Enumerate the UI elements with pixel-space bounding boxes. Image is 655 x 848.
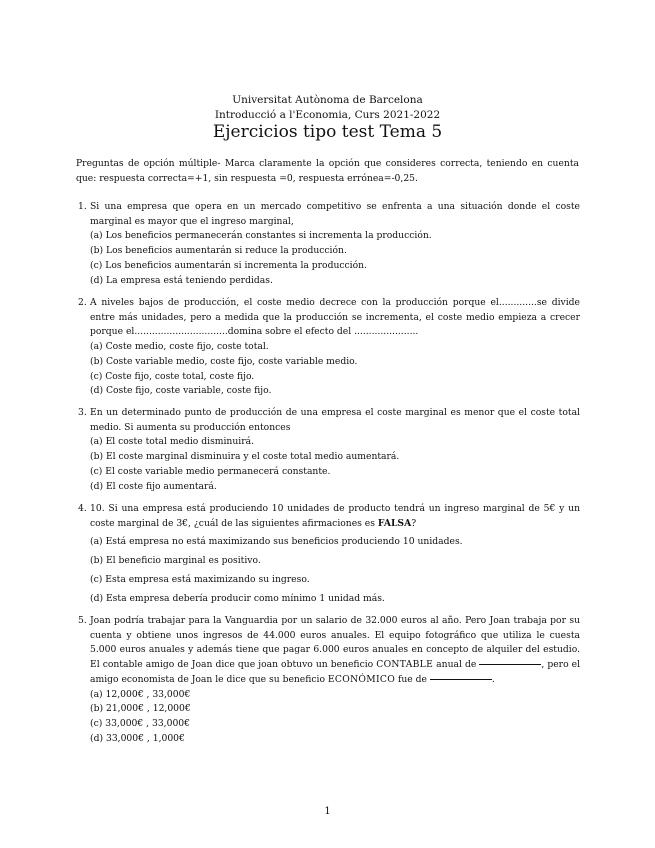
option-c: (c) El coste variable medio permanecerá constante. (90, 465, 331, 477)
option-a: (a) Está empresa no está maximizando sus beneficios produciendo 10 unidades. (90, 536, 463, 548)
question-3 (78, 406, 580, 494)
label-fue-de: fue de (397, 673, 427, 685)
question-4 (78, 502, 580, 606)
blank-line (430, 679, 492, 680)
sentence-end: . (491, 673, 495, 685)
question-number: 4. (78, 503, 87, 514)
option-a: (a) Coste medio, coste fijo, coste total. (90, 341, 269, 353)
blank-line (479, 664, 541, 665)
option-a: (a) 12,000€ , 33,000€ (90, 688, 191, 700)
option-c: (c) Coste fijo, coste total, coste fijo. (90, 370, 255, 382)
question-5 (78, 614, 581, 746)
option-d: (d) 33,000€ , 1,000€ (90, 732, 185, 744)
label-anual-de: anual de (436, 659, 477, 671)
option-b: (b) 21,000€ , 12,000€ (90, 703, 191, 715)
question-text (90, 614, 580, 688)
course-name: Introducció a l'Economia, Curs 2021-2022 (214, 109, 441, 121)
option-b: (b) Coste variable medio, coste fijo, coste variable medio. (90, 355, 358, 367)
word-contable: CONTABLE (376, 659, 434, 671)
option-a: (a) El coste total medio disminuirá. (90, 436, 254, 448)
question-1 (78, 200, 580, 288)
question-text (90, 502, 580, 531)
question-text: En un determinado punto de producción de una empresa el coste marginal es menor que el coste total medio. Si aumenta su producción entonces (90, 407, 580, 433)
instructions: Preguntas de opción múltiple- Marca claramente la opción que consideres correcta, teniendo en cuenta que: respuesta correcta=+1, sin respuesta =0, respuesta errónea=-0,25. (76, 158, 579, 184)
question-text: Si una empresa que opera en un mercado competitivo se enfrenta a una situación donde el coste marginal es mayor que el ingreso marginal, (90, 201, 580, 227)
question-text-main: 10. Si una empresa está produciendo 10 unidades de producto tendrá un ingreso marginal de 5€ y un coste marginal de 3€, ¿cuál de las siguientes afirmaciones es (90, 503, 580, 529)
question-mark: ? (411, 517, 417, 529)
question-number: 3. (78, 407, 87, 418)
question-text-mid: , pero el amigo economista de Joan le dice que su beneficio (90, 659, 581, 685)
option-d: (d) La empresa está teniendo perdidas. (90, 274, 273, 286)
question-number: 1. (78, 201, 87, 212)
question-text-main: Joan podría trabajar para la Vanguardia por un salario de 32.000 euros al año. Pero Joan trabaja por su cuenta y obtiene unos ingresos de 44.000 euros anuales. El equipo fotográfico que utiliza le cuesta 5.000 euros anuales y además tiene que pagar 6.000 euros anuales en concepto de alquiler del estudio. El contable amigo de Joan dice que joan obtuvo un beneficio (90, 615, 580, 671)
option-c: (c) Esta empresa está maximizando su ingreso. (90, 573, 310, 585)
option-d: (d) Esta empresa debería producir como mínimo 1 unidad más. (90, 592, 385, 604)
page-number: 1 (324, 806, 331, 817)
option-d: (d) El coste fijo aumentará. (90, 480, 217, 492)
option-c: (c) Los beneficios aumentarán si incrementa la producción. (90, 259, 367, 271)
option-d: (d) Coste fijo, coste variable, coste fijo. (90, 385, 272, 397)
option-a: (a) Los beneficios permanecerán constantes si incrementa la producción. (90, 230, 432, 242)
option-b: (b) El coste marginal disminuira y el coste total medio aumentará. (90, 451, 400, 463)
question-number: 5. (78, 615, 87, 626)
option-b: (b) Los beneficios aumentarán si reduce la producción. (90, 245, 347, 257)
university-name: Universitat Autònoma de Barcelona (232, 94, 423, 106)
option-b: (b) El beneficio marginal es positivo. (90, 555, 261, 567)
question-2 (78, 296, 580, 399)
word-economico: ECONÓMICO (327, 673, 396, 685)
question-text: A niveles bajos de producción, el coste medio decrece con la producción porque el.............se divide entre más unidades, pero a medida que la producción se incrementa, el coste medio empieza a crecer porque el................................domina sobre el efecto del ...................... (90, 297, 580, 338)
option-c: (c) 33,000€ , 33,000€ (90, 717, 190, 729)
document-title: Ejercicios tipo test Tema 5 (212, 122, 443, 142)
question-number: 2. (78, 297, 87, 308)
emphasis-falsa: FALSA (377, 517, 412, 529)
